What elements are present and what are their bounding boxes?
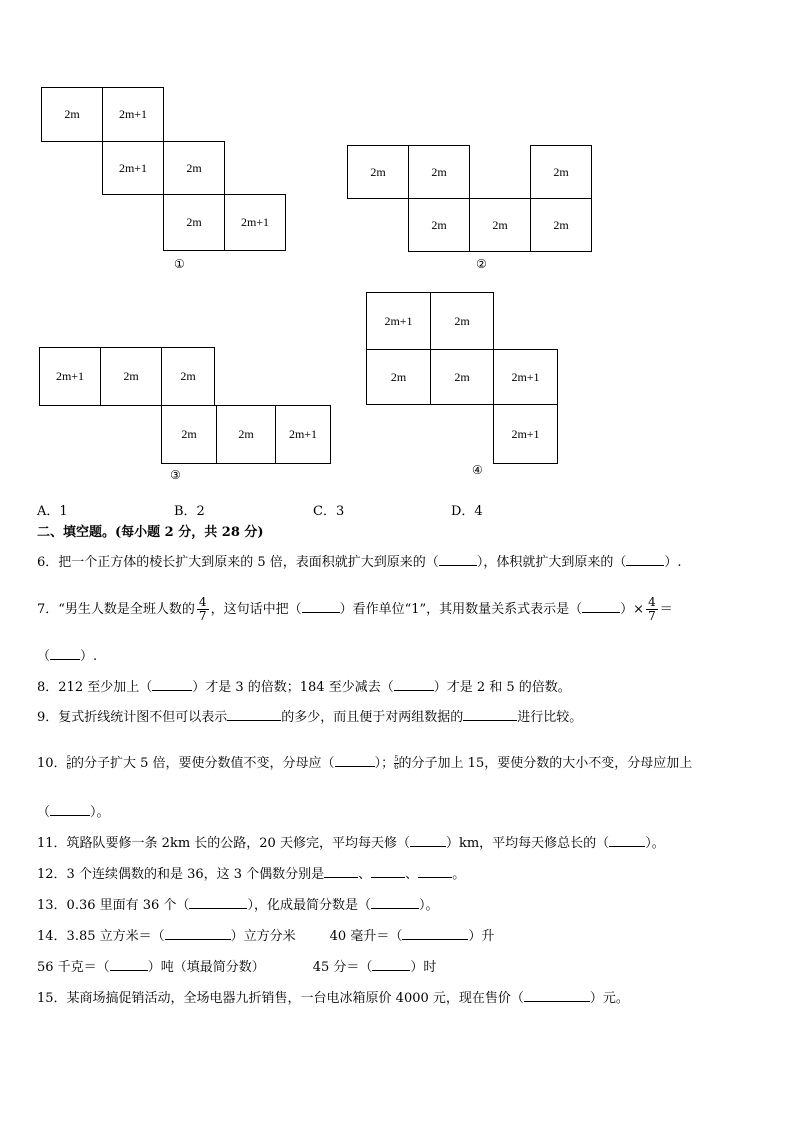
q6-text: ）.: [664, 555, 682, 570]
question-8: [37, 676, 571, 697]
net-label: ③: [170, 468, 181, 482]
net-cell: 2m+1: [39, 347, 101, 406]
answer-blank[interactable]: [609, 832, 645, 847]
question-6: [37, 551, 681, 572]
answer-blank[interactable]: [227, 706, 281, 721]
q12-text: 。: [452, 867, 466, 882]
question-9: [37, 706, 582, 727]
answer-blank[interactable]: [372, 956, 410, 971]
net-cell: 2m: [469, 198, 531, 252]
question-13: [37, 894, 438, 915]
question-14: [37, 925, 494, 946]
q13-text: 13．0.36 里面有 36 个（: [37, 898, 190, 913]
q10-text: 的分子加上 15，要使分数的大小不变，分母应加上: [398, 756, 693, 771]
answer-blank[interactable]: [165, 925, 231, 940]
fraction-numerator: 4: [648, 595, 656, 609]
net-cell: 2m+1: [493, 349, 558, 405]
net-label: ②: [476, 257, 487, 271]
option-d[interactable]: D．4: [451, 504, 483, 519]
answer-blank[interactable]: [418, 863, 452, 878]
section-heading: 二、填空题。(每小题 2 分，共 28 分): [37, 525, 264, 540]
q10-text: ）；: [374, 756, 395, 771]
net-cell: 2m: [530, 198, 592, 252]
net-cell: 2m: [347, 145, 409, 199]
answer-blank[interactable]: [394, 676, 434, 691]
q12-sep: 、: [405, 867, 419, 882]
fraction: [646, 596, 658, 623]
answer-blank[interactable]: [371, 863, 405, 878]
answer-blank[interactable]: [50, 801, 90, 816]
answer-blank[interactable]: [335, 752, 375, 767]
q10-text: （: [37, 805, 51, 820]
answer-blank[interactable]: [524, 987, 590, 1002]
net-cell: 2m: [100, 347, 162, 406]
q13-text: ）。: [418, 898, 439, 913]
option-c[interactable]: C．3: [313, 504, 345, 519]
net-cell: 2m: [530, 145, 592, 199]
answer-blank[interactable]: [189, 894, 247, 909]
fraction-denominator: 7: [648, 609, 656, 623]
net-cell: 2m+1: [493, 404, 558, 464]
q14-text: 40 毫升＝（: [329, 929, 403, 944]
answer-blank[interactable]: [582, 598, 620, 613]
option-b[interactable]: B．2: [174, 504, 205, 519]
q7-text: ，这句话中把（: [210, 602, 302, 617]
fraction-numerator: 4: [198, 595, 207, 609]
option-a[interactable]: A．1: [37, 504, 68, 519]
answer-blank[interactable]: [302, 598, 340, 613]
net-cell: 2m+1: [366, 292, 431, 350]
fraction-numerator: 5: [66, 755, 72, 763]
q11-text: ）。: [645, 836, 665, 851]
net-cell: 2m+1: [102, 87, 164, 142]
fraction-denominator: 6: [66, 763, 72, 771]
net-cell: 2m: [430, 349, 494, 405]
net-cell: 2m+1: [224, 194, 286, 251]
q9-text: 的多少，而且便于对两组数据的: [281, 710, 464, 725]
q14-text: 45 分＝（: [312, 960, 373, 975]
net-cell: 2m: [408, 145, 470, 199]
q7-text: 7．“男生人数是全班人数的: [37, 602, 195, 617]
answer-blank[interactable]: [439, 551, 477, 566]
question-11: [37, 832, 665, 853]
net-cell: 2m: [408, 198, 470, 252]
net-cell: 2m: [161, 347, 215, 406]
net-cell: 2m+1: [102, 141, 164, 195]
question-7-cont: [37, 645, 97, 666]
q14-text: ）时: [410, 960, 437, 975]
q14-text: 14．3.85 立方米＝（: [37, 929, 165, 944]
net-cell: 2m: [163, 141, 225, 195]
net-cell: 2m: [161, 405, 217, 464]
q14-text: ）吨（填最简分数）: [147, 960, 265, 975]
net-label: ④: [472, 463, 483, 477]
q10-text: 的分子扩大 5 倍，要使分数值不变，分母应（: [71, 756, 335, 771]
answer-blank[interactable]: [110, 956, 148, 971]
net-cell: 2m: [163, 194, 225, 251]
q8-text: ）才是 2 和 5 的倍数。: [433, 680, 571, 695]
q15-text: ）元。: [589, 991, 629, 1006]
q14-text: 56 千克＝（: [37, 960, 110, 975]
fraction-denominator: 6: [394, 763, 399, 771]
q7-text: ）×: [620, 602, 645, 617]
q7-text: ）.: [80, 649, 98, 664]
q7-text: ）看作单位“1”，其用数量关系式表示是（: [339, 602, 583, 617]
q13-text: ），化成最简分数是（: [247, 898, 371, 913]
net-label: ①: [174, 257, 185, 271]
answer-blank[interactable]: [324, 863, 358, 878]
q8-text: ）才是 3 的倍数；184 至少减去（: [192, 680, 394, 695]
fraction-numerator: 5: [394, 755, 399, 763]
question-14-cont: [37, 956, 436, 977]
answer-blank[interactable]: [152, 676, 192, 691]
fraction: [197, 596, 209, 623]
q7-text: ＝: [659, 602, 673, 617]
q10-text: ）。: [90, 805, 110, 820]
answer-blank[interactable]: [626, 551, 664, 566]
net-cell: 2m: [366, 349, 431, 405]
net-cell: 2m: [216, 405, 276, 464]
q14-text: ）立方分米: [230, 929, 296, 944]
answer-blank[interactable]: [371, 894, 419, 909]
q9-text: 进行比较。: [517, 710, 583, 725]
q9-text: 9．复式折线统计图不但可以表示: [37, 710, 228, 725]
q12-text: 12．3 个连续偶数的和是 36，这 3 个偶数分别是: [37, 867, 325, 882]
question-10: [37, 752, 692, 773]
q6-text: ），体积就扩大到原来的（: [476, 555, 627, 570]
answer-blank[interactable]: [402, 925, 468, 940]
q11-text: ）km，平均每天修总长的（: [445, 836, 610, 851]
fraction-denominator: 7: [198, 609, 207, 623]
answer-blank[interactable]: [50, 645, 80, 660]
q7-text: （: [37, 649, 51, 664]
net-cell: 2m+1: [275, 405, 331, 464]
answer-blank[interactable]: [410, 832, 446, 847]
question-7: [37, 596, 673, 623]
question-10-cont: [37, 801, 110, 822]
net-cell: 2m: [430, 292, 494, 350]
q11-text: 11．筑路队要修一条 2km 长的公路，20 天修完，平均每天修（: [37, 836, 410, 851]
q10-text: 10．: [37, 756, 67, 771]
answer-blank[interactable]: [463, 706, 517, 721]
q8-text: 8．212 至少加上（: [37, 680, 153, 695]
q6-text: 6．把一个正方体的棱长扩大到原来的 5 倍，表面积就扩大到原来的（: [37, 555, 439, 570]
net-cell: 2m: [41, 87, 103, 142]
question-12: [37, 863, 465, 884]
q12-sep: 、: [358, 867, 372, 882]
q15-text: 15．某商场搞促销活动，全场电器九折销售，一台电冰箱原价 4000 元，现在售价（: [37, 991, 524, 1006]
q14-text: ）升: [468, 929, 495, 944]
question-15: [37, 987, 629, 1008]
